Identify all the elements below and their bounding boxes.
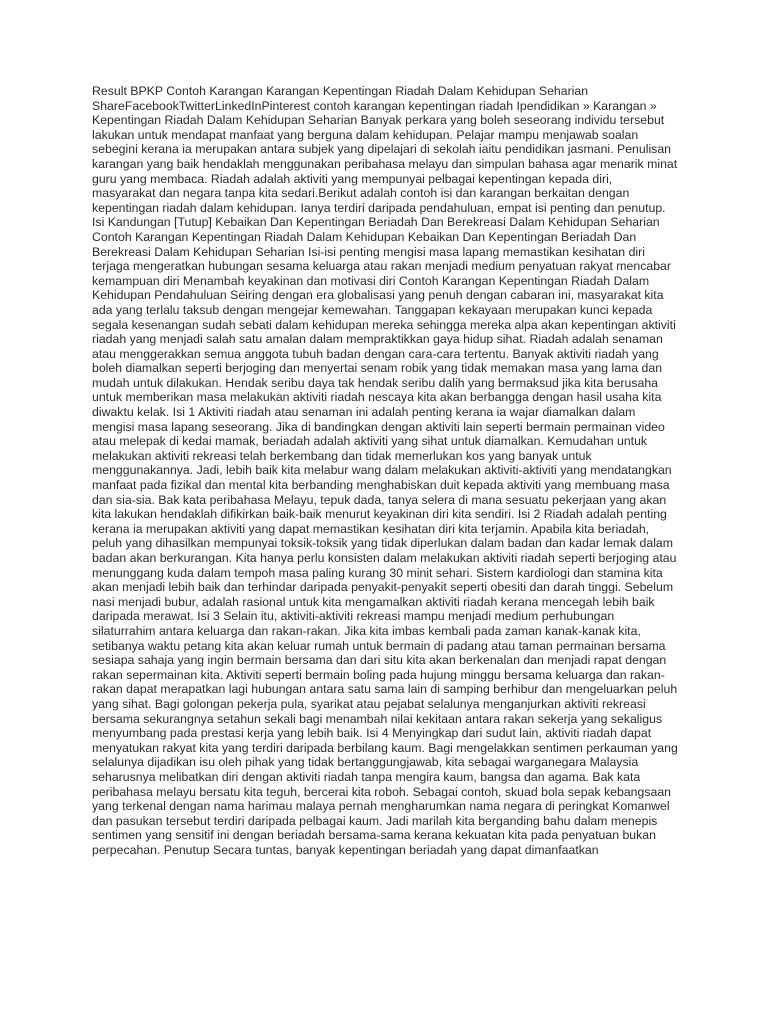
- document-body-text: Result BPKP Contoh Karangan Karangan Kepentingan Riadah Dalam Kehidupan Seharian ShareFacebookTwitterLinkedInPinterest contoh karangan kepentingan riadah Ipendidikan » Karangan » Kepentingan Riadah Dalam Kehidupan Seharian Banyak perkara yang boleh seseorang individu tersebut lakukan untuk mendapat manfaat yang berguna dalam kehidupan. Pelajar mampu menjawab soalan sebegini kerana ia merupakan antara subjek yang dipelajari di sekolah iaitu pendidikan jasmani. Penulisan karangan yang baik hendaklah menggunakan peribahasa melayu dan simpulan bahasa agar menarik minat guru yang membaca. Riadah adalah aktiviti yang mempunyai pelbagai kepentingan kepada diri, masyarakat dan negara tanpa kita sedari.Berikut adalah contoh isi dan karangan berkaitan dengan kepentingan riadah dalam kehidupan. Ianya terdiri daripada pendahuluan, empat isi penting dan penutup. Isi Kandungan [Tutup] Kebaikan Dan Kepentingan Beriadah Dan Berekreasi Dalam Kehidupan Seharian Contoh Karangan Kepentingan Riadah Dalam Kehidupan Kebaikan Dan Kepentingan Beriadah Dan Berekreasi Dalam Kehidupan Seharian Isi-isi penting mengisi masa lapang memastikan kesihatan diri terjaga mengeratkan hubungan sesama keluarga atau rakan menjadi medium penyatuan rakyat mencabar kemampuan diri Menambah keyakinan dan motivasi diri Contoh Karangan Kepentingan Riadah Dalam Kehidupan Pendahuluan Seiring dengan era globalisasi yang penuh dengan cabaran ini, masyarakat kita ada yang terlalu taksub dengan mengejar kemewahan. Tanggapan kekayaan merupakan kunci kepada segala kesenangan sudah sebati dalam kehidupan mereka sehingga mereka alpa akan kepentingan aktiviti riadah yang menjadi salah satu amalan dalam mempraktikkan gaya hidup sihat. Riadah adalah senaman atau menggerakkan semua anggota tubuh badan dengan cara-cara tertentu. Banyak aktiviti riadah yang boleh diamalkan seperti berjoging dan menyertai senam robik yang tidak memakan masa yang lama dan mudah untuk dilakukan. Hendak seribu daya tak hendak seribu dalih yang bermaksud jika kita berusaha untuk memberikan masa melakukan aktiviti riadah nescaya kita akan berbangga dengan hasil usaha kita diwaktu kelak. Isi 1 Aktiviti riadah atau senaman ini adalah penting kerana ia wajar diamalkan dalam mengisi masa lapang seseorang. Jika di bandingkan dengan aktiviti lain seperti bermain permainan video atau melepak di kedai mamak, beriadah adalah aktiviti yang sihat untuk diamalkan. Kemudahan untuk melakukan aktiviti rekreasi telah berkembang dan tidak memerlukan kos yang banyak untuk menggunakannya. Jadi, lebih baik kita melabur wang dalam melakukan aktiviti-aktiviti yang mendatangkan manfaat pada fizikal dan mental kita berbanding menghabiskan duit kepada aktiviti yang membuang masa dan sia-sia. Bak kata peribahasa Melayu, tepuk dada, tanya selera di mana sesuatu pekerjaan yang akan kita lakukan hendaklah difikirkan baik-baik menurut keyakinan diri kita sendiri. Isi 2 Riadah adalah penting kerana ia merupakan aktiviti yang dapat memastikan kesihatan diri kita terjamin. Apabila kita beriadah, peluh yang dihasilkan mempunyai toksik-toksik yang tidak diperlukan dalam badan dan kadar lemak dalam badan akan berkurangan. Kita hanya perlu konsisten dalam melakukan aktiviti riadah seperti berjoging atau menunggang kuda dalam tempoh masa paling kurang 30 minit sehari. Sistem kardiologi dan stamina kita akan menjadi lebih baik dan terhindar daripada penyakit-penyakit seperti obesiti dan darah tinggi. Sebelum nasi menjadi bubur, adalah rasional untuk kita mengamalkan aktiviti riadah kerana mencegah lebih baik daripada merawat. Isi 3 Selain itu, aktiviti-aktiviti rekreasi mampu menjadi medium perhubungan silaturrahim antara keluarga dan rakan-rakan. Jika kita imbas kembali pada zaman kanak-kanak kita, setibanya waktu petang kita akan keluar rumah untuk bermain di padang atau taman permainan bersama sesiapa sahaja yang ingin bermain bersama dan dari situ kita akan berkenalan dan menjadi rapat dengan rakan sepermainan kita. Aktiviti seperti bermain boling pada hujung minggu bersama keluarga dan rakan-rakan dapat merapatkan lagi hubungan antara satu sama lain di samping berhibur dan mengeluarkan peluh yang sihat. Bagi golongan pekerja pula, syarikat atau pejabat selalunya menganjurkan aktiviti rekreasi bersama sekurangnya setahun sekali bagi menambah nilai kekitaan antara rakan sekerja yang sekaligus menyumbang pada prestasi kerja yang lebih baik. Isi 4 Menyingkap dari sudut lain, aktiviti riadah dapat menyatukan rakyat kita yang terdiri daripada berbilang kaum. Bagi mengelakkan sentimen perkauman yang selalunya dijadikan isu oleh pihak yang tidak bertanggungjawab, kita sebagai warganegara Malaysia seharusnya melibatkan diri dengan aktiviti riadah tanpa mengira kaum, bangsa dan agama. Bak kata peribahasa melayu bersatu kita teguh, bercerai kita roboh. Sebagai contoh, skuad bola sepak kebangsaan yang terkenal dengan nama harimau malaya pernah mengharumkan nama negara di peringkat Komanwel dan pasukan tersebut terdiri daripada pelbagai kaum. Jadi marilah kita berganding bahu dalam menepis sentimen yang sensitif ini dengan beriadah bersama-sama kerana kekuatan kita pada penyatuan bukan perpecahan. Penutup Secara tuntas, banyak kepentingan beriadah yang dapat dimanfaatkan: [92, 84, 678, 857]
